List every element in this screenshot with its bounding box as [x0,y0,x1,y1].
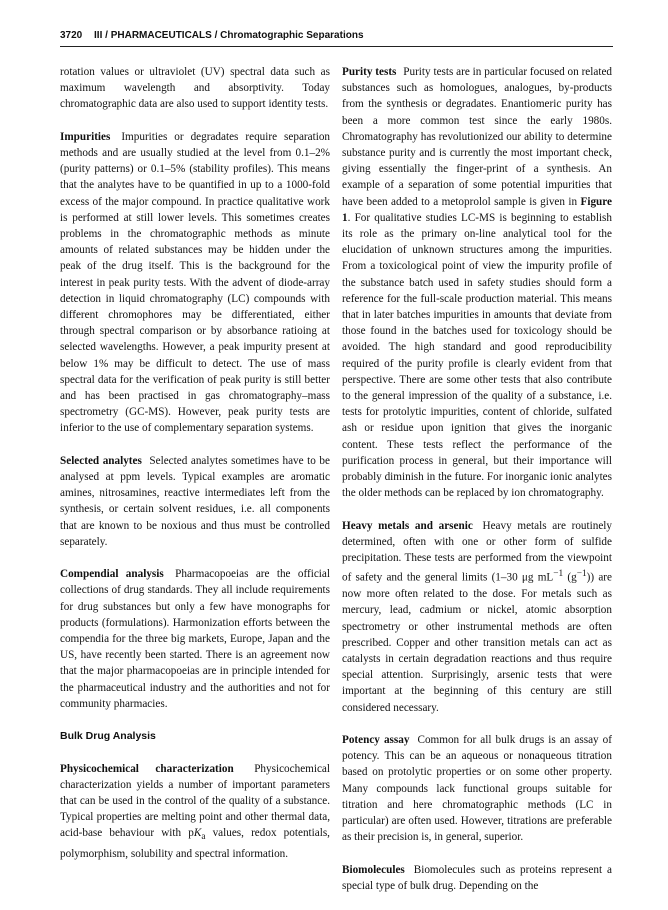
impurities-heading: Impurities [60,130,111,143]
heavy-metals-heading: Heavy metals and arsenic [342,519,473,532]
figure-reference-link[interactable]: Figure 1 [342,195,612,224]
compendial-analysis-heading: Compendial analysis [60,568,164,581]
purity-tests-text-2: . For qualitative studies LC-MS is beginning to establish its role as the primary on-line analytical tool for the elucidation of unknown structures among the impurities. From a toxicological point of view the impurity profile of the substance batch used in safety studies should form a reference for the full-scale production material. This means that in later batches impurities in amounts that deviate from those found in the batches used for toxicology should be avoided. The high standard and good reproducibility required of the purity profile is clearly evident from that perspective. There are some other tests that also contribute to the general impression of the quality of a substance, i.e. tests for protolytic impurities, content of chloride, sulfated ash or residue upon ignition that gives the inorganic content. These tests reflect the performance of the purification process in general, but their importance will probably diminish in the future. For inorganic ionic analytes the older methods can be replaced by ion chromatography. [342,211,612,500]
right-column [342,64,612,910]
pka-subscript: a [201,832,206,843]
biomolecules-text: Biomolecules such as proteins represent a special type of bulk drug. Depending on the [342,863,613,892]
purity-tests-paragraph [342,64,612,501]
potency-assay-paragraph [342,732,612,845]
purity-tests-text-1: Purity tests are in particular focused on related substances such as homologues, analogues, by-products from the synthesis or degradates. Enantiomeric purity has been a more common test since the early 1980s. Chromatography has revolutionized our ability to determine substance purity and is currently the most important check, giving essentially the finger-print of a synthesis. An example of a separation of some potential impurities that have been added to a metoprolol sample is given in [342,66,613,208]
selected-analytes-heading: Selected analytes [60,454,142,467]
compendial-analysis-paragraph [60,566,330,712]
potency-assay-text: Common for all bulk drugs is an assay of potency. This can be an aqueous or nonaqueous titration based on protolytic properties or on some other property. Many compounds lack functional groups suitable for titration and here chromatographic methods (LC in particular) are often used. However, titrations are preferable as their precision is, in general, superior. [342,734,613,844]
unit-exponent-2: −1 [576,569,587,580]
physicochemical-text-2: values, redox potentials, polymorphism, solubility and spectral information. [60,827,330,860]
intro-text: rotation values or ultraviolet (UV) spectral data such as maximum wavelength and absorptivity. Today chromatographic data are also used to support identity tests. [60,66,330,111]
heavy-metals-text-2: )) are now more often related to the dose. For metals such as mercury, lead, cadmium or nickel, atomic absorption spectrometry or other instrumental methods are often prescribed. Copper and other transition metals can act as catalysts in certain degradation reactions and thus require special attention. Surprisingly, arsenic tests that were important at the beginning of this century are still considered necessary. [342,572,612,714]
left-column [60,64,330,878]
impurities-paragraph [60,129,330,437]
running-title: III / PHARMACEUTICALS / Chromatographic Separations [94,30,364,41]
selected-analytes-paragraph [60,453,330,550]
physicochemical-heading: Physicochemical characterization [60,762,234,775]
selected-analytes-text: Selected analytes sometimes have to be analysed at ppm levels. Typical examples are aromatic amines, nitrosamines, reactive intermediates left from the synthesis, or certain solvent residues, i.e. all components that are known to be noxious and thus must be controlled separately. [60,454,330,548]
purity-tests-heading: Purity tests [342,66,397,78]
compendial-analysis-text: Pharmacopoeias are the official collections of drug standards. They all include requirements for drug substances but only a few have monographs for products (formulations). Harmonization efforts between the compendia for the three big markets, Europe, Japan and the US, have recently been started. There is an agreement now that the major pharmacopoeias are in principle intended for the pharmaceutical industry and the authorities and not for community pharmacies. [60,568,330,710]
heavy-metals-paragraph [342,518,612,716]
impurities-text: Impurities or degradates require separation methods and are usually studied at the level from 0.1–2% (purity patterns) or 0.1–5% (stability profiles). This means that the analytes have to be quantified in up to a 1000-fold excess of the major compound. In practice qualitative work is performed at still lower levels. This sometimes creates problems in the chromatographic methods as minute amounts of related substances may be hidden under the peak of the drug itself. This is the background for the interest in peak purity tests. With the advent of diode-array detection in liquid chromatography (LC) compounds with different chromophores may be differentiated, either through spectral comparison or by absorbance ratioing at selected wavelengths. However, a peak impurity present at below 1% may be difficult to detect. The use of mass spectral data for the verification of peak purity is still better and has been practised in gas chromatography–mass spectrometry (GC-MS). However, peak purity tests are inferior to the use of complementary separation systems. [60,130,331,435]
pka-symbol: K [193,827,202,840]
intro-paragraph [60,64,330,113]
header-rule [60,46,613,47]
unit-middle: (g [563,572,577,585]
physicochemical-text-1: Physicochemical characterization yields a number of important parameters that can be used in the control of the quality of a substance. Typical properties are melting point and other thermal data, acid-base behaviour with p [60,762,331,840]
heavy-metals-text-1: Heavy metals are routinely determined, often with one or other form of sulfide precipitation. These tests are performed from the viewpoint of safety and the general limits (1–30 μg mL [342,519,612,585]
unit-exponent-1: −1 [553,569,564,580]
page-number: 3720 [60,30,83,41]
running-header [60,30,613,42]
biomolecules-paragraph [342,862,612,894]
physicochemical-paragraph [60,761,330,862]
potency-assay-heading: Potency assay [342,734,410,747]
section-heading-bulk-drug-analysis: Bulk Drug Analysis [60,730,156,743]
biomolecules-heading: Biomolecules [342,863,405,876]
